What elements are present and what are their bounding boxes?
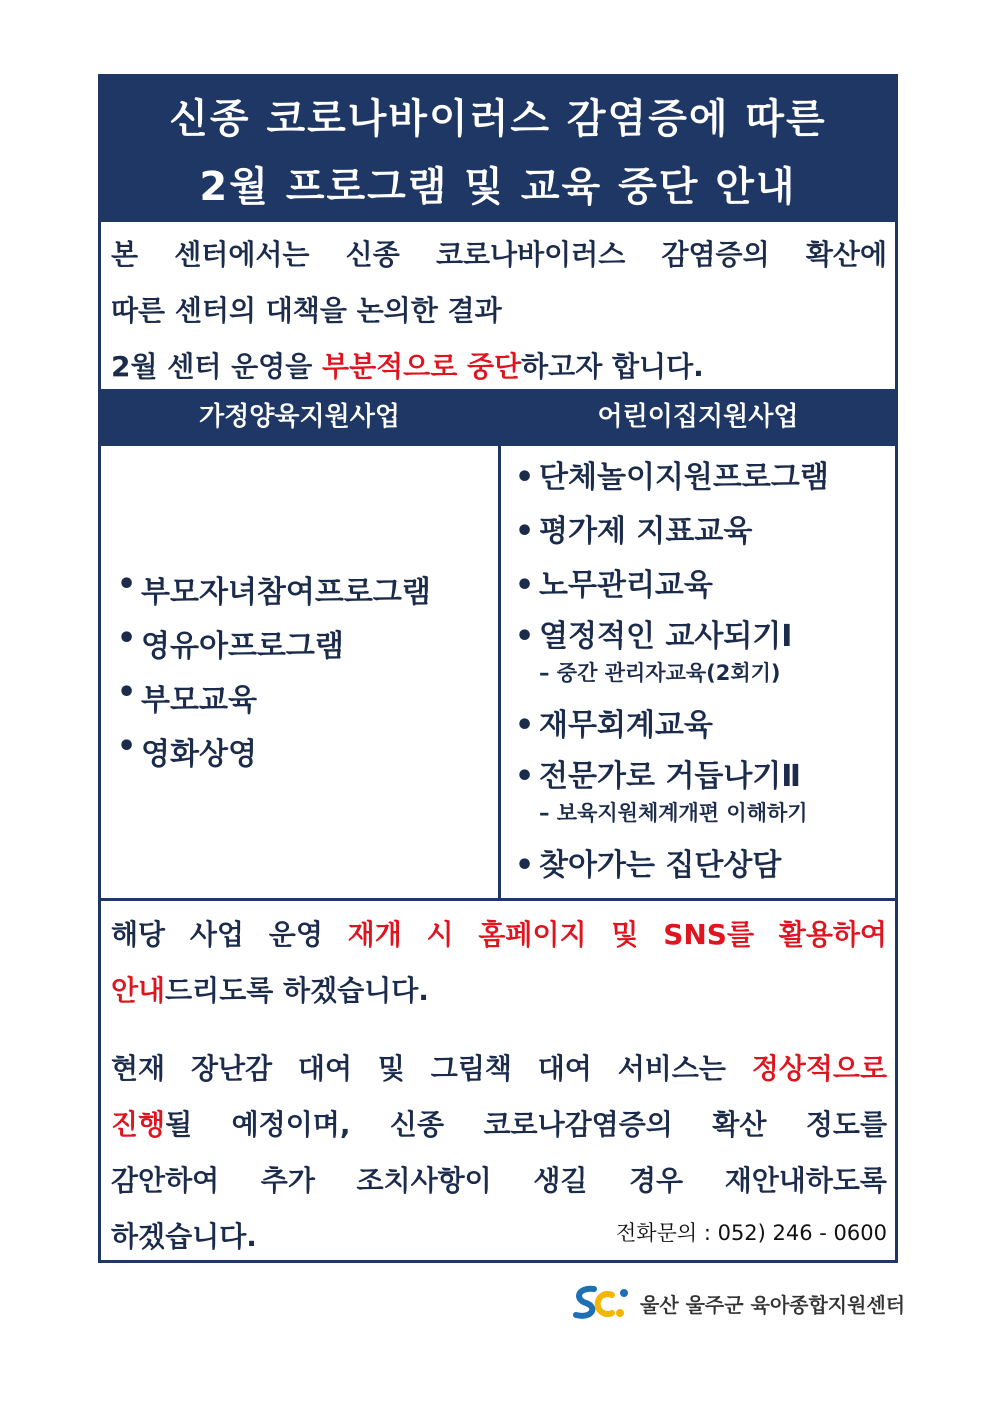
list-item [117,729,487,783]
list-item [515,755,887,799]
list-item [117,675,487,729]
bullet-icon: • [117,729,137,764]
list-item-label: 찾아가는 집단상담 [539,848,782,883]
footer-highlight: 재개 시 홈페이지 및 SNS를 활용하여 [347,918,887,951]
intro-line-2: 따른 센터의 대책을 논의한 결과 [111,294,502,327]
bullet-icon: • [117,621,137,656]
footer-p2-line-3: 감안하여 추가 조치사항이 생길 경우 재안내하도록 [111,1164,887,1197]
intro-line-1: 본 센터에서는 신종 코로나바이러스 감염증의 확산에 [111,238,887,271]
bullet-icon: • [117,567,137,602]
list-item-label: 단체놀이지원프로그램 [539,460,829,495]
column-divider [498,446,501,898]
list-item-label: 노무관리교육 [539,568,713,603]
intro-highlight: 부분적으로 중단 [322,350,522,383]
footer-notice [111,907,887,1265]
right-column-list [515,453,887,895]
left-column-header: 가정양육지원사업 [199,402,400,432]
footer-text-span: 드리도록 하겠습니다. [165,974,429,1007]
footer-highlight: 안내 [111,974,166,1007]
footer-p2-line-4: 하겠습니다. [111,1220,257,1253]
notice-box [98,74,898,1263]
bullet-icon: • [515,708,535,743]
list-item-label: 평가제 지표교육 [539,514,753,549]
list-item-subtext: – 보육지원체계개편 이해하기 [539,801,808,825]
list-item-subtext: – 중간 관리자교육(2회기) [539,661,781,685]
footer-text-span: 해당 사업 운영 [111,918,348,951]
left-column-list [117,567,487,783]
list-item-label: 재무회계교육 [539,708,713,743]
center-name: 울산 울주군 육아종합지원센터 [640,1292,906,1317]
list-item [117,567,487,621]
list-item [515,701,887,755]
bullet-icon: • [515,514,535,549]
bullet-icon: • [515,848,535,883]
list-item [515,841,887,895]
list-item [515,453,887,507]
phone-contact: 전화문의 : 052) 246 - 0600 [616,1221,887,1245]
title-line-2: 2월 프로그램 및 교육 중단 안내 [199,164,797,210]
footer-text-span: 현재 장난감 대여 및 그림책 대여 서비스는 [111,1052,752,1085]
footer-text-span: 될 예정이며, 신종 코로나감염증의 확산 정도를 [165,1108,887,1141]
section-divider [101,898,895,901]
intro-line-3-prefix: 2월 센터 운영을 [111,350,323,383]
footer-p1-line-2 [111,963,887,1019]
list-item [515,615,887,659]
list-item [515,507,887,561]
footer-p2-line-2 [111,1097,887,1153]
center-brand [572,1283,905,1323]
intro-paragraph [111,227,887,395]
column-header-bar [101,389,895,446]
list-item-label: 전문가로 거듭나기Ⅱ [539,759,802,794]
center-logo-icon [572,1283,632,1323]
bullet-icon: • [515,460,535,495]
bullet-icon: • [515,759,535,794]
bullet-icon: • [515,619,535,654]
title-banner [101,77,895,222]
footer-p2-line-1 [111,1041,887,1097]
bullet-icon: • [117,675,137,710]
right-column-header: 어린이집지원사업 [597,402,799,432]
list-item [117,621,487,675]
list-item-label: 부모교육 [141,683,257,718]
list-item-label: 열정적인 교사되기Ⅰ [539,619,793,654]
bullet-icon: • [515,568,535,603]
footer-highlight: 진행 [111,1108,166,1141]
intro-line-3 [111,339,887,395]
list-item-label: 영화상영 [141,737,257,772]
footer-highlight: 정상적으로 [751,1052,887,1085]
list-item-label: 영유아프로그램 [141,629,344,664]
title-line-1: 신종 코로나바이러스 감염증에 따른 [169,96,827,142]
intro-line-3-suffix: 하고자 합니다. [521,350,704,383]
footer-p1-line-1 [111,907,887,963]
list-item [515,561,887,615]
list-item-label: 부모자녀참여프로그램 [141,575,431,610]
